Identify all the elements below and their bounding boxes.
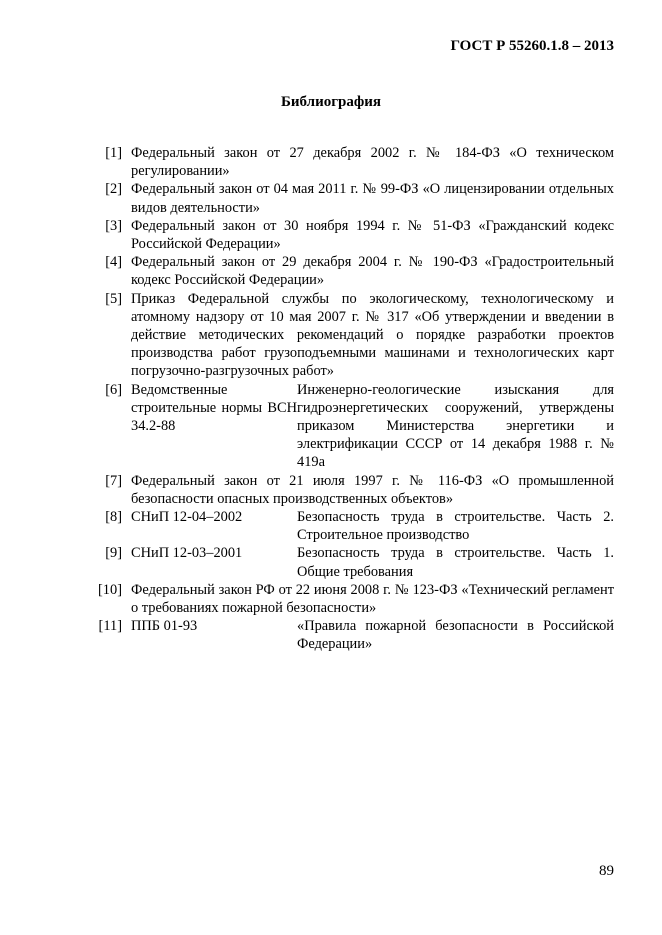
entry-title: Инженерно-геологические изыскания для гидроэнергетических сооружений, утверждены приказом Министерства энергетики и электрификации СССР от 14 декабря 1988 г. № 419а: [297, 381, 614, 471]
entry-title: «Правила пожарной безопасности в Российской Федерации»: [297, 618, 614, 653]
entry-text: Федеральный закон от 29 декабря 2004 г. № 190-ФЗ «Градостроительный кодекс Российской Федерации»: [131, 254, 614, 289]
bibliography-entry: [88, 544, 614, 580]
entry-title: Безопасность труда в строительстве. Часть 1. Общие требования: [297, 545, 614, 580]
bibliography-entry: [88, 217, 614, 253]
bibliography-entry: [88, 508, 614, 544]
entry-number: [8]: [105, 509, 122, 526]
entry-number: [7]: [105, 472, 122, 489]
entry-number: [10]: [98, 581, 122, 598]
bibliography-entry: [88, 581, 614, 617]
document-header: ГОСТ Р 55260.1.8 – 2013: [450, 38, 614, 54]
bibliography-entry: [88, 253, 614, 289]
bibliography-entry: [88, 381, 614, 472]
bibliography-entry: [88, 144, 614, 180]
entry-title: Безопасность труда в строительстве. Часть 2. Строительное производство: [297, 509, 614, 544]
entry-number: [1]: [105, 145, 122, 161]
entry-number: [3]: [105, 217, 122, 234]
entry-text: Федеральный закон от 21 июля 1997 г. № 116-ФЗ «О промышленной безопасности опасных производственных объектов»: [131, 472, 614, 507]
entry-code: СНиП 12-04–2002: [131, 509, 243, 526]
bibliography-list: [88, 144, 614, 654]
page-title: Библиография: [280, 94, 382, 110]
entry-code: ППБ 01-93: [131, 618, 198, 635]
entry-text: Федеральный закон от 30 ноября 1994 г. № 51-ФЗ «Гражданский кодекс Российской Федерации»: [131, 217, 614, 253]
bibliography-entry: [88, 290, 614, 381]
entry-text: Федеральный закон РФ от 22 июня 2008 г. № 123-ФЗ «Технический регламент о требованиях пожарной безопасности»: [131, 581, 614, 617]
entry-text: Федеральный закон от 04 мая 2011 г. № 99-ФЗ «О лицензировании отдельных видов деятельности»: [131, 181, 614, 216]
entry-text: Федеральный закон от 27 декабря 2002 г. № 184-ФЗ «О техническом регулировании»: [131, 145, 614, 180]
entry-number: [4]: [105, 254, 122, 271]
page-number: 89: [599, 863, 614, 879]
bibliography-entry: [88, 180, 614, 216]
entry-number: [5]: [105, 290, 122, 307]
entry-code: Ведомственные строительные нормы ВСН 34.2-88: [131, 381, 297, 435]
bibliography-entry: [88, 617, 614, 653]
entry-number: [6]: [105, 381, 122, 398]
entry-number: [9]: [105, 545, 122, 562]
entry-code: СНиП 12-03–2001: [131, 545, 243, 562]
entry-text: Приказ Федеральной службы по экологическому, технологическому и атомному надзору от 10 мая 2007 г. № 317 «Об утверждении и введении в действие методических рекомендаций о порядке разработки проектов производства работ грузоподъемными машинами и технологических карт погрузочно-разгрузочных работ»: [131, 290, 614, 380]
entry-number: [11]: [98, 618, 122, 635]
entry-number: [2]: [105, 181, 122, 198]
bibliography-entry: [88, 472, 614, 508]
